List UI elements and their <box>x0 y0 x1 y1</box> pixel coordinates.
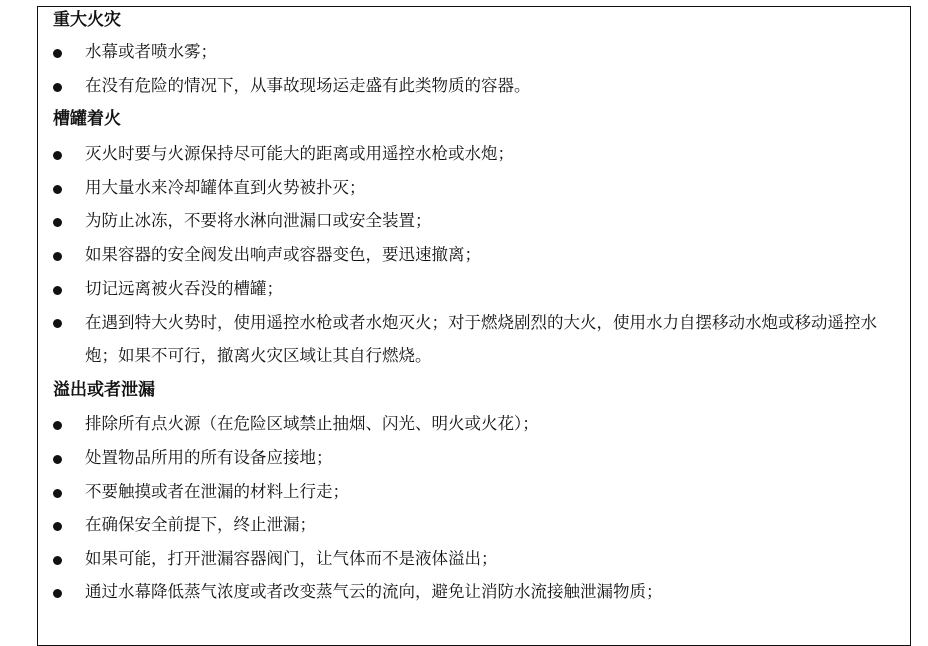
bullet-icon <box>53 522 62 531</box>
section-heading-spill-leak: 溢出或者泄漏 <box>53 380 155 400</box>
bullet-icon <box>53 489 62 498</box>
bullet-icon <box>53 421 62 430</box>
list-item: 切记远离被火吞没的槽罐； <box>53 277 908 301</box>
bullet-icon <box>53 49 62 58</box>
bullet-icon <box>53 556 62 565</box>
section-heading-major-fire: 重大火灾 <box>53 10 121 30</box>
bullet-icon <box>53 83 62 92</box>
list-item: 为防止冰冻，不要将水淋向泄漏口或安全装置； <box>53 209 908 233</box>
list-item: 排除所有点火源（在危险区域禁止抽烟、闪光、明火或火花）； <box>53 412 908 436</box>
bullet-icon <box>53 589 62 598</box>
bullet-icon <box>53 218 62 227</box>
list-item: 如果容器的安全阀发出响声或容器变色，要迅速撤离； <box>53 243 908 267</box>
list-item: 用大量水来冷却罐体直到火势被扑灭； <box>53 176 908 200</box>
list-item: 灭火时要与火源保持尽可能大的距离或用遥控水枪或水炮； <box>53 142 908 166</box>
list-item: 在遇到特大火势时，使用遥控水枪或者水炮灭火；对于燃烧剧烈的大火，使用水力自摆移动水炮或移动遥控水炮；如果不可行，撤离火灾区域让其自行燃烧。 <box>53 310 908 372</box>
list-item: 如果可能，打开泄漏容器阀门，让气体而不是液体溢出； <box>53 547 908 571</box>
bullet-icon <box>53 319 62 328</box>
list-item: 在没有危险的情况下，从事故现场运走盛有此类物质的容器。 <box>53 74 908 98</box>
section-heading-tank-fire: 槽罐着火 <box>53 109 121 129</box>
list-item: 在确保安全前提下，终止泄漏； <box>53 513 908 537</box>
bullet-icon <box>53 455 62 464</box>
list-item: 不要触摸或者在泄漏的材料上行走； <box>53 480 908 504</box>
bullet-icon <box>53 185 62 194</box>
list-item: 水幕或者喷水雾； <box>53 40 908 64</box>
list-item: 通过水幕降低蒸气浓度或者改变蒸气云的流向，避免让消防水流接触泄漏物质； <box>53 580 908 604</box>
bullet-icon <box>53 286 62 295</box>
bullet-icon <box>53 252 62 261</box>
list-item: 处置物品所用的所有设备应接地； <box>53 446 908 470</box>
bullet-icon <box>53 151 62 160</box>
